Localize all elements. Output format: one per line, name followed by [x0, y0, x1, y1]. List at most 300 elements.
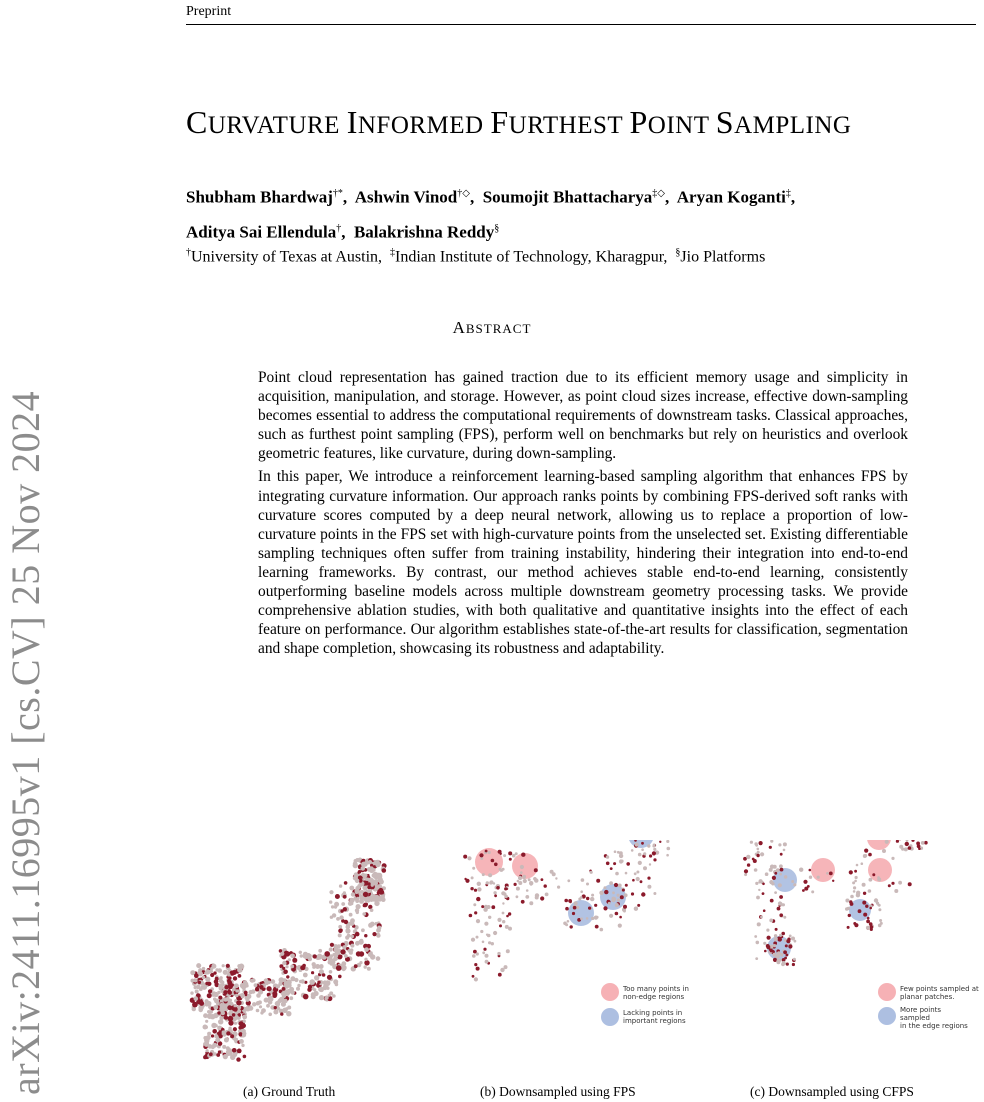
point-cloud-dot [624, 893, 628, 897]
point-cloud-dot [600, 928, 604, 932]
point-cloud-dot [486, 881, 489, 884]
point-cloud-dot [287, 1006, 291, 1010]
point-cloud-dot [371, 880, 376, 885]
point-cloud-dot [636, 871, 639, 874]
point-cloud-dot [207, 1032, 211, 1036]
point-cloud-dot [233, 1052, 238, 1057]
point-cloud-dot [494, 894, 497, 897]
svg-text:Too many points in: Too many points in [623, 985, 689, 993]
point-cloud-dot [541, 878, 544, 881]
point-cloud-dot [620, 895, 624, 899]
point-cloud-dot [799, 868, 803, 872]
point-cloud-dot [207, 993, 212, 998]
point-cloud-dot [209, 1052, 213, 1056]
point-cloud-dot [782, 903, 785, 906]
point-cloud-dot [476, 952, 479, 955]
point-cloud-dot [305, 955, 309, 959]
point-cloud-dot [586, 917, 589, 920]
point-cloud-dot [277, 1007, 281, 1011]
point-cloud-dot [523, 876, 526, 879]
point-cloud-dot [792, 963, 795, 966]
svg-text:non-edge regions: non-edge regions [623, 993, 685, 1001]
point-cloud-dot [194, 986, 197, 989]
point-cloud-dot [379, 879, 384, 884]
point-cloud-dot [485, 960, 489, 964]
point-cloud-dot [319, 964, 324, 969]
point-cloud-dot [594, 916, 598, 920]
point-cloud-dot [282, 961, 286, 965]
point-cloud-dot [783, 842, 787, 846]
point-cloud-dot [784, 875, 788, 879]
point-cloud-dot [228, 1027, 231, 1030]
point-cloud-dot [586, 883, 589, 886]
point-cloud-dot [289, 996, 293, 1000]
point-cloud-dot [614, 850, 617, 853]
point-cloud-dot [783, 916, 786, 919]
point-cloud-dot [615, 903, 619, 907]
point-cloud-dot [666, 854, 669, 857]
point-cloud-dot [508, 851, 512, 855]
point-cloud-dot [534, 868, 538, 872]
point-cloud-dot [793, 883, 796, 886]
point-cloud-dot [764, 950, 767, 953]
point-cloud-dot [869, 922, 873, 926]
point-cloud-dot [233, 976, 237, 980]
point-cloud-dot [754, 935, 757, 938]
point-cloud-dot [904, 847, 908, 851]
point-cloud-dot [504, 895, 508, 899]
point-cloud-dot [580, 896, 583, 899]
point-cloud-dot [882, 849, 886, 853]
point-cloud-dot [771, 882, 774, 885]
point-cloud-dot [252, 1002, 256, 1006]
point-cloud-dot [867, 917, 870, 920]
point-cloud-dot [314, 975, 319, 980]
svg-text:sampled: sampled [900, 1014, 930, 1022]
point-cloud-dot [353, 863, 358, 868]
point-cloud-dot [376, 956, 381, 961]
point-cloud-dot [367, 967, 371, 971]
point-cloud-dot [862, 901, 866, 905]
point-cloud-dot [572, 912, 575, 915]
point-cloud-dot [491, 859, 495, 863]
point-cloud-dot [471, 876, 474, 879]
point-cloud-dot [766, 945, 770, 949]
point-cloud-dot [640, 880, 643, 883]
point-cloud-dot [774, 934, 777, 937]
point-cloud-dot [625, 884, 628, 887]
point-cloud-dot [204, 1042, 209, 1047]
point-cloud-dot [609, 914, 613, 918]
point-cloud-dot [194, 996, 199, 1001]
point-cloud-dot [647, 844, 650, 847]
point-cloud-dot [463, 855, 467, 859]
point-cloud-dot [544, 884, 547, 887]
point-cloud-dot [223, 997, 227, 1001]
point-cloud-dot [365, 861, 368, 864]
point-cloud-dot [379, 891, 382, 894]
point-cloud-dot [481, 905, 484, 908]
abstract-paragraph: In this paper, We introduce a reinforcement learning-based sampling algorithm that enhances FPS by integrating curvature information. Our approach ranks points by combining FPS-derived soft ranks with curvature scores computed by a deep neural network, allowing us to replace a proportion of low-curvature points in the FPS set with high-curvature points from the unselected set. Existing differentiable sampling techniques often suffer from training instability, hindering their integration into end-to-end learning frameworks. By contrast, our method achieves stable end-to-end learning, consistently outperforming baseline models across multiple downstream geometry processing tasks. We provide comprehensive ablation studies, with both qualitative and quantitative insights into the effect of each feature on performance. Our algorithm establishes state-of-the-art results for classification, segmentation and shape completion, showcasing its robustness and adaptability. [258, 468, 908, 658]
point-cloud-dot [256, 1001, 260, 1005]
point-cloud-dot [550, 870, 554, 874]
point-cloud-dot [854, 923, 858, 927]
point-cloud-dot [604, 886, 607, 889]
point-cloud-dot [643, 866, 647, 870]
point-cloud-dot [779, 864, 783, 868]
point-cloud-dot [264, 978, 269, 983]
point-cloud-dot [921, 841, 925, 845]
point-cloud-dot [581, 878, 585, 882]
point-cloud-dot [649, 863, 651, 865]
point-cloud-dot [226, 1050, 230, 1054]
point-cloud-dot [290, 965, 294, 969]
point-cloud-dot [341, 965, 346, 970]
point-cloud-dot [202, 976, 206, 980]
point-cloud-dot [251, 978, 255, 982]
point-cloud-dot [609, 881, 613, 885]
point-cloud-dot [659, 841, 661, 843]
point-cloud-dot [641, 848, 644, 851]
point-cloud-dot [203, 1013, 208, 1018]
point-cloud-dot [344, 954, 348, 958]
point-cloud-dot [339, 955, 343, 959]
point-cloud-dot [501, 891, 505, 895]
point-cloud-dot [335, 894, 340, 899]
point-cloud-dot [288, 958, 291, 961]
point-cloud-dot [204, 971, 208, 975]
point-cloud-dot [777, 907, 781, 911]
author-name: Balakrishna Reddy [353, 222, 495, 242]
point-cloud-dot [355, 858, 359, 862]
point-cloud-dot [227, 973, 231, 977]
point-cloud-dot [326, 987, 329, 990]
point-cloud-dot [297, 984, 300, 987]
point-cloud-dot [905, 842, 909, 846]
point-cloud-dot [248, 1006, 253, 1011]
point-cloud-dot [491, 905, 495, 909]
point-cloud-dot [484, 922, 488, 926]
point-cloud-dot [528, 878, 531, 881]
point-cloud-dot [924, 841, 928, 845]
point-cloud-dot [485, 954, 489, 958]
point-cloud-dot [299, 951, 302, 954]
point-cloud-dot [216, 1002, 220, 1006]
point-cloud-dot [502, 920, 505, 923]
point-cloud-dot [239, 1039, 244, 1044]
point-cloud-dot [807, 885, 810, 888]
point-cloud-dot [779, 895, 783, 899]
point-cloud-dot [226, 964, 230, 968]
point-cloud-dot [529, 901, 533, 905]
point-cloud-dot [497, 886, 500, 889]
point-cloud-dot [504, 887, 507, 890]
point-cloud-dot [312, 965, 316, 969]
point-cloud-dot [746, 855, 750, 859]
point-cloud-dot [338, 925, 342, 929]
point-cloud-dot [232, 1048, 237, 1053]
point-cloud-dot [350, 944, 354, 948]
point-cloud-dot [877, 876, 880, 879]
panel-fps [455, 840, 715, 1085]
point-cloud-dot [343, 895, 347, 899]
point-cloud-dot [847, 926, 850, 929]
point-cloud-dot [474, 911, 477, 914]
point-cloud-dot [467, 856, 471, 860]
author-name: Ashwin Vinod [354, 187, 458, 207]
point-cloud-dot [221, 981, 224, 984]
point-cloud-dot [269, 997, 274, 1002]
point-cloud-dot [641, 892, 645, 896]
point-cloud-dot [244, 991, 248, 995]
point-cloud-dot [612, 891, 615, 894]
point-cloud-dot [591, 894, 594, 897]
abstract-body [258, 368, 908, 662]
point-cloud-dot [614, 883, 618, 887]
point-cloud-dot [878, 924, 882, 928]
point-cloud-dot [848, 914, 851, 917]
point-cloud-dot [617, 851, 620, 854]
point-cloud-dot [282, 967, 285, 970]
point-cloud-dot [622, 889, 625, 892]
point-cloud-dot [332, 994, 336, 998]
point-cloud-dot [356, 911, 359, 914]
point-cloud-dot [866, 920, 870, 924]
point-cloud-dot [360, 896, 364, 900]
point-cloud-dot [632, 879, 635, 882]
point-cloud-dot [631, 849, 634, 852]
caption-ground-truth: (a) Ground Truth [243, 1084, 336, 1099]
point-cloud-dot [364, 934, 367, 937]
point-cloud-dot [594, 904, 597, 907]
point-cloud-dot [220, 1003, 224, 1007]
point-cloud-dot [473, 903, 476, 906]
point-cloud-dot [356, 897, 359, 900]
point-cloud-dot [212, 1029, 217, 1034]
point-cloud-dot [477, 887, 481, 891]
point-cloud-dot [744, 873, 747, 876]
point-cloud-dot [606, 862, 610, 866]
point-cloud-dot [793, 958, 796, 961]
point-cloud-dot [480, 930, 483, 933]
point-cloud-dot [334, 954, 339, 959]
point-cloud-dot [348, 949, 352, 953]
point-cloud-dot [314, 991, 319, 996]
point-cloud-dot [291, 991, 295, 995]
point-cloud-dot [280, 952, 284, 956]
point-cloud-dot [896, 840, 899, 843]
point-cloud-dot [499, 924, 502, 927]
point-cloud-dot [259, 1005, 262, 1008]
point-cloud-dot [756, 854, 759, 857]
point-cloud-dot [780, 868, 784, 872]
point-cloud-dot [235, 994, 239, 998]
point-cloud-dot [918, 847, 921, 850]
point-cloud-dot [791, 937, 795, 941]
point-cloud-dot [324, 951, 330, 957]
point-cloud-dot [280, 1012, 283, 1015]
point-cloud-dot [370, 922, 375, 927]
point-cloud-dot [908, 846, 912, 850]
point-cloud-dot [380, 894, 385, 899]
point-cloud-dot [376, 933, 380, 937]
point-cloud-dot [769, 846, 772, 849]
point-cloud-dot [206, 1049, 209, 1052]
point-cloud-dot [330, 943, 334, 947]
point-cloud-dot [235, 989, 238, 992]
point-cloud-dot [476, 897, 480, 901]
point-cloud-dot [756, 941, 760, 945]
point-cloud-dot [774, 891, 777, 894]
point-cloud-dot [340, 949, 345, 954]
point-cloud-dot [469, 914, 473, 918]
point-cloud-dot [778, 843, 781, 846]
point-cloud-dot [613, 862, 616, 865]
point-cloud-dot [251, 989, 255, 993]
point-cloud-dot [759, 841, 763, 845]
panel-ground-truth [180, 840, 440, 1085]
point-cloud-dot [502, 902, 504, 904]
point-cloud-dot [364, 958, 367, 961]
point-cloud-dot [829, 872, 833, 876]
point-cloud-dot [350, 918, 355, 923]
point-cloud-dot [772, 876, 776, 880]
point-cloud-dot [555, 877, 557, 879]
point-cloud-dot [361, 928, 365, 932]
author-name: Aditya Sai Ellendula [186, 222, 337, 242]
point-cloud-dot [769, 919, 773, 923]
point-cloud-dot [557, 886, 560, 889]
point-cloud-dot [377, 863, 381, 867]
point-cloud-dot [363, 892, 368, 897]
svg-text:important regions: important regions [623, 1017, 686, 1025]
point-cloud-dot [474, 963, 477, 966]
point-cloud-dot [340, 909, 343, 912]
point-cloud-dot [856, 864, 859, 867]
point-cloud-dot [777, 951, 781, 955]
point-cloud-dot [487, 905, 491, 909]
point-cloud-dot [267, 986, 272, 991]
point-cloud-dot [618, 884, 622, 888]
point-cloud-dot [243, 984, 247, 988]
point-cloud-dot [615, 912, 619, 916]
point-cloud-dot [647, 885, 651, 889]
point-cloud-dot [344, 920, 348, 924]
point-cloud-dot [850, 895, 854, 899]
point-cloud-dot [858, 909, 862, 913]
point-cloud-dot [228, 991, 232, 995]
point-cloud-dot [232, 970, 237, 975]
point-cloud-dot [243, 1055, 247, 1059]
point-cloud-dot [318, 987, 323, 992]
header-rule [186, 24, 976, 25]
point-cloud-dot [483, 948, 486, 951]
point-cloud-dot [778, 901, 782, 905]
point-cloud-dot [770, 865, 774, 869]
point-cloud-dot [791, 880, 794, 883]
point-cloud-dot [272, 991, 277, 996]
point-cloud-dot [350, 935, 354, 939]
point-cloud-dot [222, 1045, 226, 1049]
point-cloud-dot [879, 919, 882, 922]
point-cloud-dot [233, 1027, 237, 1031]
point-cloud-dot [329, 970, 333, 974]
affiliations: †University of Texas at Austin, ‡Indian Institute of Technology, Kharagpur, §Jio Platforms [186, 247, 766, 266]
point-cloud-dot [588, 907, 591, 910]
point-cloud-dot [744, 869, 748, 873]
point-cloud-dot [868, 889, 872, 893]
point-cloud-dot [279, 977, 285, 983]
point-cloud-dot [205, 999, 209, 1003]
paper-title: CURVATURE INFORMED FURTHEST POINT SAMPLING [186, 104, 852, 140]
point-cloud-dot [756, 896, 760, 900]
point-cloud-dot [216, 1053, 220, 1057]
point-cloud-dot [489, 881, 492, 884]
point-cloud-dot [301, 979, 305, 983]
point-cloud-dot [355, 879, 360, 884]
point-cloud-dot [780, 853, 783, 856]
point-cloud-dot [530, 883, 533, 886]
point-cloud-dot [574, 901, 578, 905]
point-cloud-dot [254, 983, 258, 987]
point-cloud-dot [212, 1043, 217, 1048]
point-cloud-dot [853, 886, 856, 889]
point-cloud-dot [590, 871, 593, 874]
point-cloud-dot [222, 1030, 225, 1033]
legend-blue-swatch [601, 1008, 619, 1026]
point-cloud-dot [285, 965, 288, 968]
point-cloud-dot [845, 907, 849, 911]
point-cloud-dot [766, 929, 769, 932]
point-cloud-dot [327, 975, 332, 980]
point-cloud-dot [318, 949, 322, 953]
point-cloud-dot [786, 954, 789, 957]
point-cloud-dot [482, 951, 485, 954]
teaser-figure [180, 840, 984, 1100]
point-cloud-dot [564, 899, 568, 903]
point-cloud-dot [382, 868, 387, 873]
point-cloud-dot [309, 979, 315, 985]
point-cloud-dot [205, 982, 208, 985]
point-cloud-dot [783, 849, 786, 852]
fps-legend [601, 983, 689, 1026]
point-cloud-dot [203, 1055, 207, 1059]
point-cloud-dot [357, 884, 361, 888]
point-cloud-dot [215, 968, 218, 971]
point-cloud-dot [878, 908, 881, 911]
point-cloud-dot [612, 897, 616, 901]
point-cloud-dot [869, 878, 873, 882]
point-cloud-dot [479, 853, 483, 857]
point-cloud-dot [643, 852, 646, 855]
point-cloud-dot [626, 862, 630, 866]
point-cloud-dot [268, 1013, 272, 1017]
point-cloud-dot [535, 896, 539, 900]
point-cloud-dot [520, 865, 524, 869]
cfps-highlight-circles [767, 840, 892, 960]
point-cloud-dot [565, 907, 569, 911]
point-cloud-dot [218, 1019, 223, 1024]
point-cloud-dot [464, 878, 466, 880]
point-cloud-dot [506, 949, 510, 953]
point-cloud-dot [868, 853, 872, 857]
point-cloud-dot [196, 963, 201, 968]
point-cloud-dot [508, 927, 512, 931]
point-cloud-dot [783, 950, 787, 954]
point-cloud-dot [760, 852, 764, 856]
point-cloud-dot [802, 889, 805, 892]
point-cloud-dot [192, 1007, 196, 1011]
